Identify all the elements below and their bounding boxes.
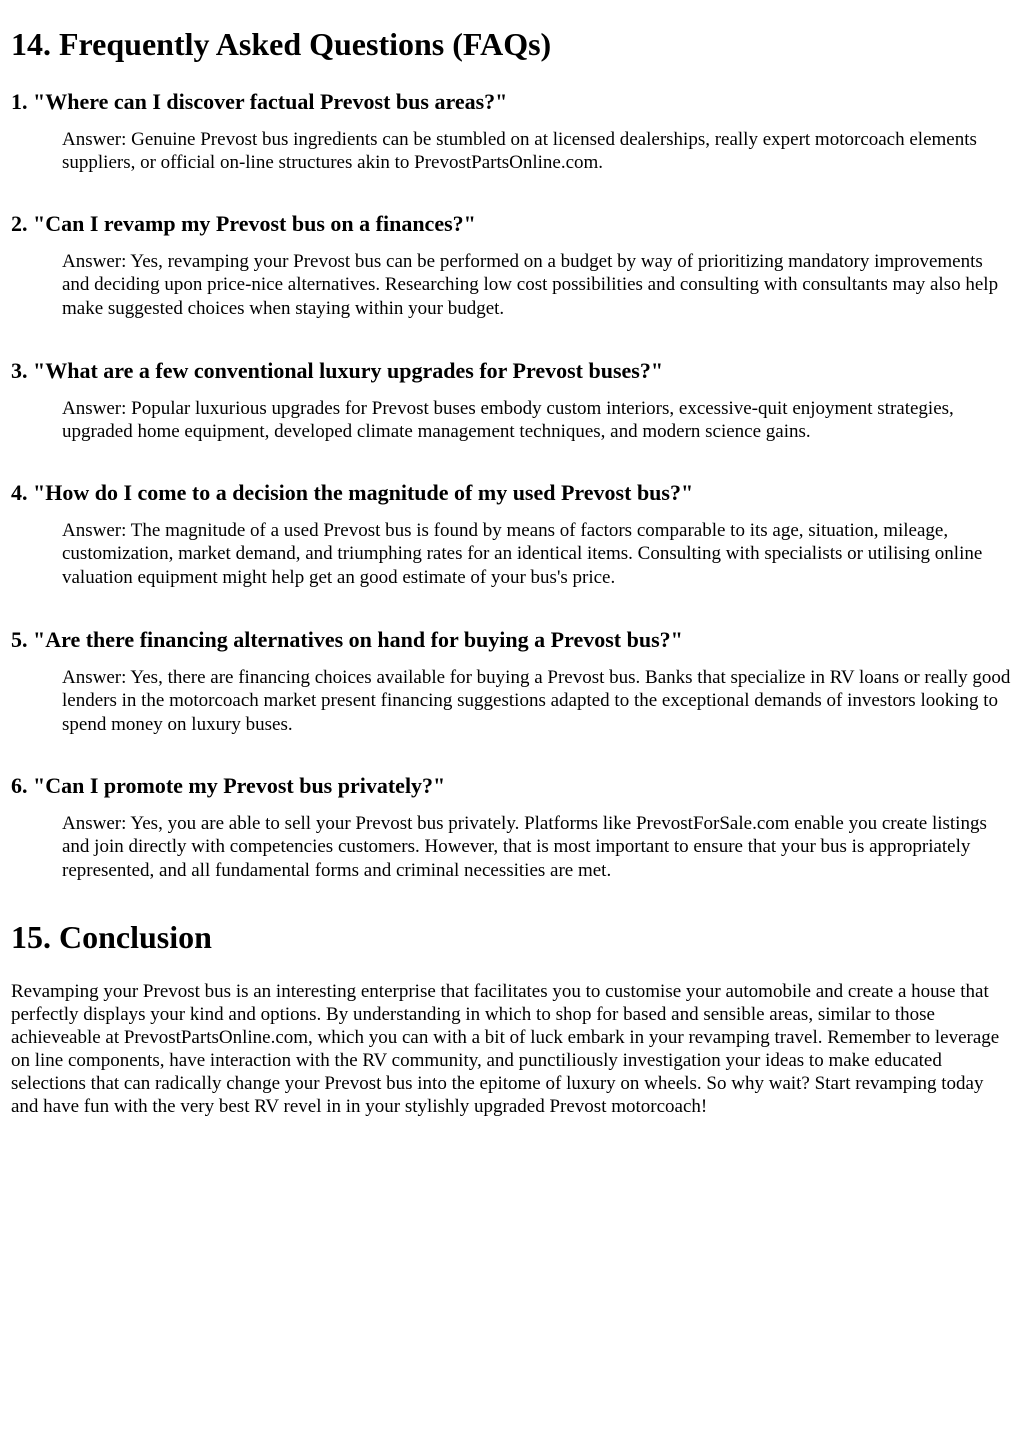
faq-item-6: [11, 772, 1014, 882]
faq-answer: Answer: Genuine Prevost bus ingredients can be stumbled on at licensed dealerships, really expert motorcoach elements suppliers, or official on-line structures akin to PrevostPartsOnline.com.: [62, 129, 977, 174]
faq-question: 5. "Are there financing alternatives on hand for buying a Prevost bus?": [11, 627, 683, 652]
faq-question: 1. "Where can I discover factual Prevost bus areas?": [11, 89, 508, 114]
faq-question: 3. "What are a few conventional luxury upgrades for Prevost buses?": [11, 358, 664, 383]
faq-question: 2. "Can I revamp my Prevost bus on a finances?": [11, 211, 476, 236]
faq-section-heading: 14. Frequently Asked Questions (FAQs): [11, 26, 552, 62]
faq-item-3: [11, 357, 1014, 444]
faq-answer: Answer: The magnitude of a used Prevost bus is found by means of factors comparable to its age, situation, mileage, customization, market demand, and triumphing rates for an identical items. Consulting with specialists or utilising online valuation equipment might help get an good estimate of your bus's price.: [62, 520, 983, 588]
faq-item-2: [11, 210, 1014, 320]
faq-item-1: [11, 88, 1014, 175]
faq-question: 6. "Can I promote my Prevost bus privately?": [11, 773, 446, 798]
conclusion-paragraph: Revamping your Prevost bus is an interesting enterprise that facilitates you to customise your automobile and create a house that perfectly displays your kind and options. By understanding in which to shop for based and sensible areas, similar to those achieveable at PrevostPartsOnline.com, which you can with a bit of luck embark in your revamping travel. Remember to leverage on line components, have interaction with the RV community, and punctiliously investigation your ideas to make educated selections that can radically change your Prevost bus into the epitome of luxury on wheels. So why wait? Start revamping today and have fun with the very best RV revel in in your stylishly upgraded Prevost motorcoach!: [11, 981, 1000, 1118]
faq-answer: Answer: Yes, there are financing choices available for buying a Prevost bus. Banks that specialize in RV loans or really good lenders in the motorcoach market present financing suggestions adapted to the exceptional demands of investors looking to spend money on luxury buses.: [62, 667, 1011, 735]
conclusion-section-heading: 15. Conclusion: [11, 919, 212, 955]
faq-answer: Answer: Yes, you are able to sell your Prevost bus privately. Platforms like PrevostForSale.com enable you create listings and join directly with competencies customers. However, that is most important to ensure that your bus is appropriately represented, and all fundamental forms and criminal necessities are met.: [62, 813, 987, 881]
faq-item-4: [11, 479, 1014, 589]
faq-answer: Answer: Popular luxurious upgrades for Prevost buses embody custom interiors, excessive-quit enjoyment strategies, upgraded home equipment, developed climate management techniques, and modern science gains.: [62, 398, 954, 443]
faq-answer: Answer: Yes, revamping your Prevost bus can be performed on a budget by way of prioritizing mandatory improvements and deciding upon price-nice alternatives. Researching low cost possibilities and consulting with consultants may also help make suggested choices when staying within your budget.: [62, 251, 999, 319]
faq-question: 4. "How do I come to a decision the magnitude of my used Prevost bus?": [11, 480, 694, 505]
faq-item-5: [11, 626, 1014, 736]
